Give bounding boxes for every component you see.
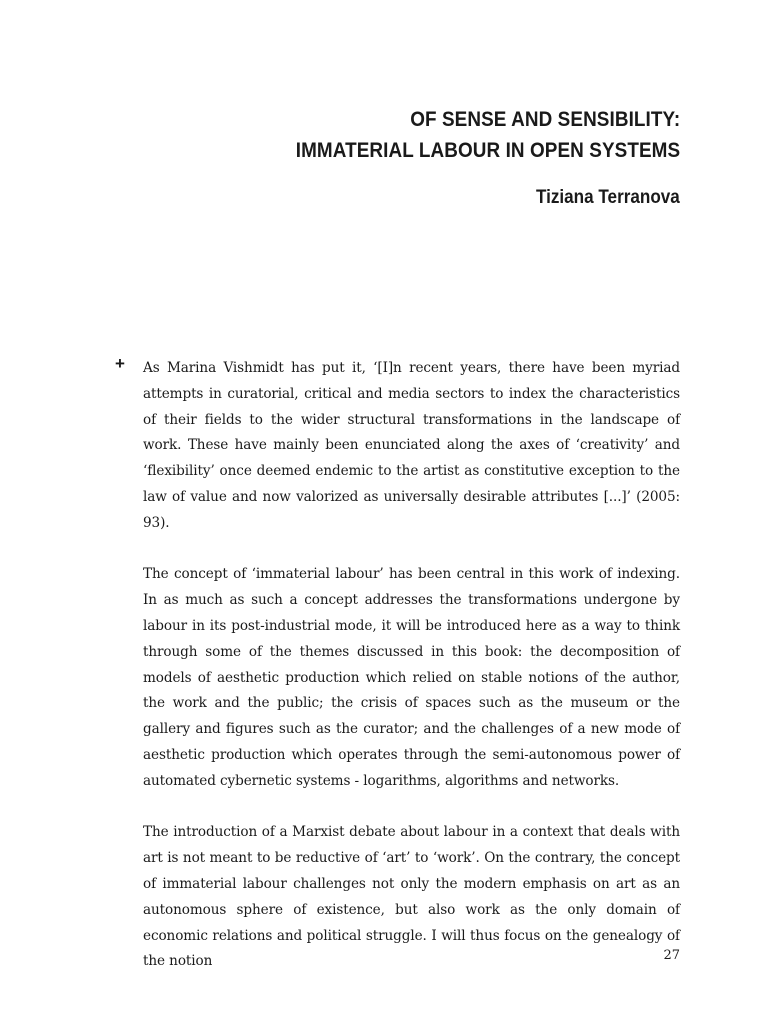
author-name: Tiziana Terranova (536, 187, 680, 208)
chapter-title-line-2: IMMATERIAL LABOUR IN OPEN SYSTEMS (295, 139, 680, 162)
body-text (143, 356, 680, 1001)
paragraph-1: As Marina Vishmidt has put it, ‘[I]n recent years, there have been myriad attempts in curatorial, critical and media sectors to index the characteristics of their fields to the wider structural transformations in the landscape of work. These have mainly been enunciated along the axes of ‘creativity’ and ‘flexibility’ once deemed endemic to the artist as constitutive exception to the law of value and now valorized as universally desirable attributes [...]’ (2005: 93). (143, 360, 680, 531)
plus-marker: + (115, 354, 125, 373)
paragraph-2: The concept of ‘immaterial labour’ has been central in this work of indexing. In as much as such a concept addresses the transformations undergone by labour in its post-industrial mode, it will be introduced here as a way to think through some of the themes discussed in this book: the decomposition of models of aesthetic production which relied on stable notions of the author, the work and the public; the crisis of spaces such as the museum or the gallery and figures such as the curator; and the challenges of a new mode of aesthetic production which operates through the semi-autonomous power of automated cybernetic systems - logarithms, algorithms and networks. (143, 566, 680, 789)
paragraph-3: The introduction of a Marxist debate about labour in a context that deals with art is not meant to be reductive of ‘art’ to ‘work’. On the contrary, the concept of immaterial labour challenges not only the modern emphasis on art as an autonomous sphere of existence, but also work as the only domain of economic relations and political struggle. I will thus focus on the genealogy of the notion (143, 824, 680, 970)
chapter-title (253, 104, 680, 166)
chapter-title-line-1: OF SENSE AND SENSIBILITY: (409, 108, 680, 131)
page-number: 27 (663, 948, 680, 963)
